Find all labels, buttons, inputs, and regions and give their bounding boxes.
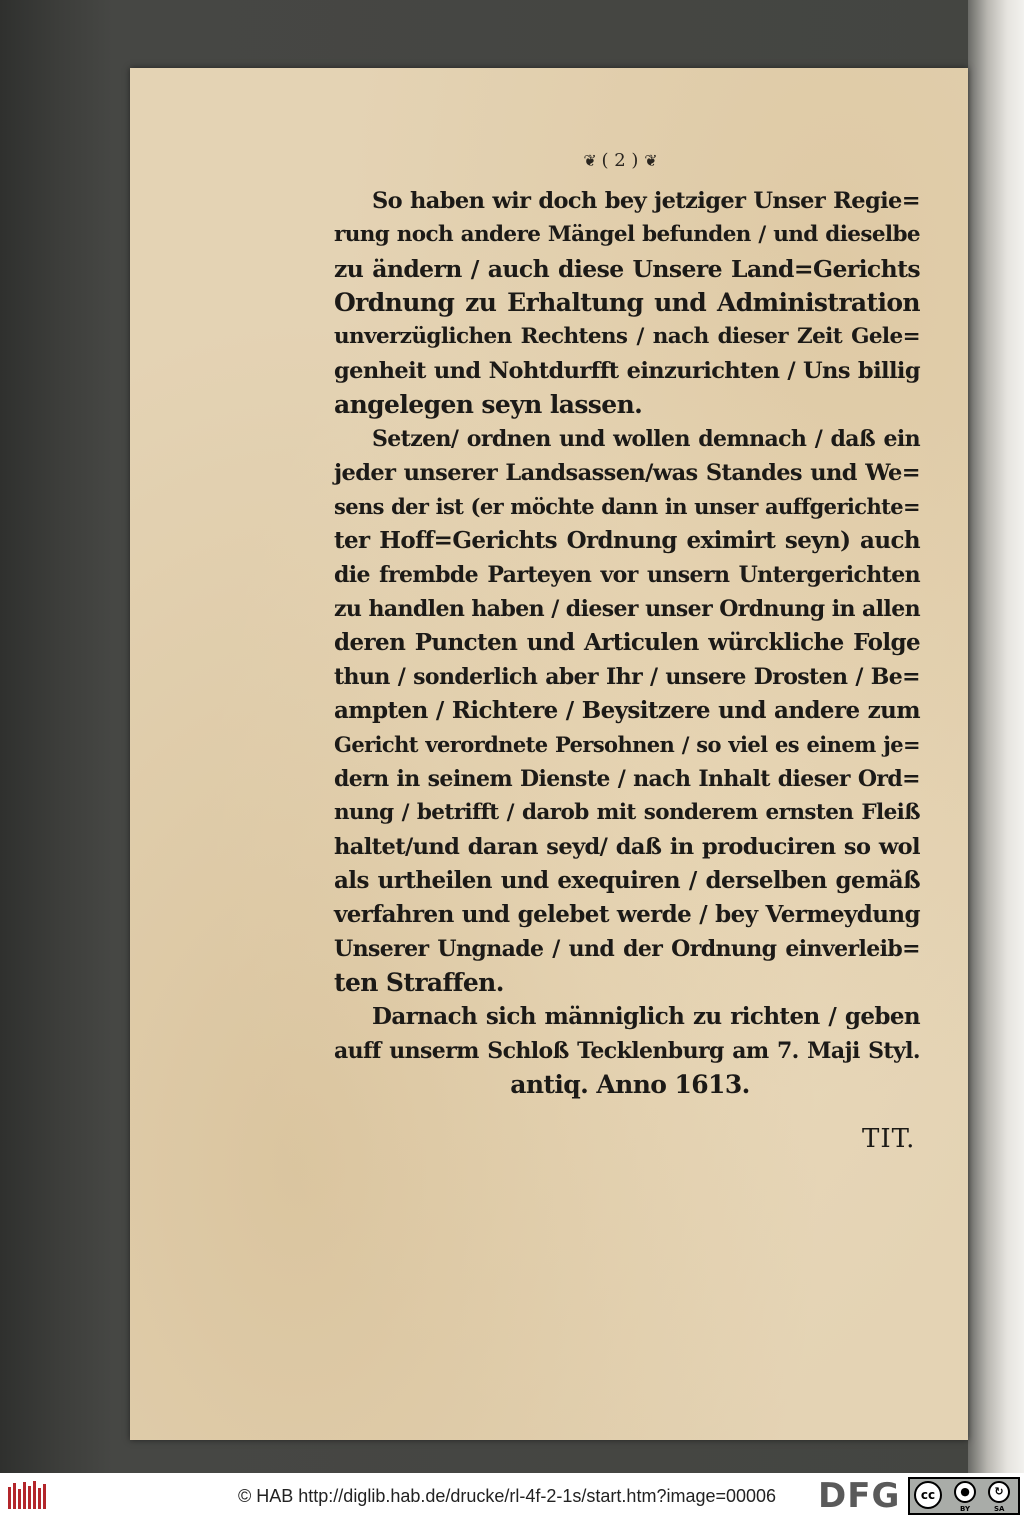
footer-bar bbox=[0, 1473, 1024, 1518]
text-line: zu handlen haben / dieser unser Ordnung in allen bbox=[334, 596, 920, 622]
hab-logo-icon bbox=[6, 1479, 50, 1512]
catchword: TIT. bbox=[862, 1124, 916, 1154]
adjacent-page-edge bbox=[968, 0, 1024, 1473]
by-label: BY bbox=[960, 1505, 971, 1513]
text-line: haltet/und daran seyd/ daß in produciren so wol bbox=[334, 834, 920, 860]
text-line: thun / sonderlich aber Ihr / unsere Drosten / Be= bbox=[334, 664, 920, 690]
text-line: Ordnung zu Erhaltung und Administration bbox=[334, 288, 920, 317]
text-line: ampten / Richtere / Beysitzere und andere zum bbox=[334, 697, 920, 724]
text-line: verfahren und gelebet werde / bey Vermeydung bbox=[334, 901, 920, 928]
sa-share-icon: ↻ bbox=[988, 1481, 1010, 1503]
dfg-logo: DFG bbox=[818, 1476, 901, 1516]
text-line: Setzen/ ordnen und wollen demnach / daß ein bbox=[372, 426, 920, 452]
sa-label: SA bbox=[994, 1505, 1005, 1513]
text-line: antiq. Anno 1613. bbox=[510, 1070, 750, 1099]
text-line: Darnach sich männiglich zu richten / geben bbox=[372, 1003, 920, 1030]
text-line: ten Straffen. bbox=[334, 968, 504, 997]
text-line: die frembde Parteyen vor unsern Untergerichten bbox=[334, 562, 920, 588]
text-line: angelegen seyn lassen. bbox=[334, 390, 643, 419]
cc-license-badge[interactable] bbox=[908, 1477, 1020, 1515]
text-line: deren Puncten und Articulen würckliche Folge bbox=[334, 629, 920, 656]
text-line: rung noch andere Mängel befunden / und dieselbe bbox=[334, 222, 920, 247]
text-line: unverzüglichen Rechtens / nach dieser Zeit Gele= bbox=[334, 324, 920, 349]
citation-link[interactable]: © HAB http://diglib.hab.de/drucke/rl-4f-2-1s/start.htm?image=00006 bbox=[238, 1486, 777, 1506]
text-line: genheit und Nohtdurfft einzurichten / Uns billig bbox=[334, 358, 920, 384]
text-line: Gericht verordnete Persohnen / so viel es einem je= bbox=[334, 732, 920, 757]
text-line: als urtheilen und exequiren / derselben gemäß bbox=[334, 867, 920, 894]
by-person-icon: ● bbox=[954, 1481, 976, 1503]
text-line: dern in seinem Dienste / nach Inhalt dieser Ord= bbox=[334, 766, 920, 792]
text-line: jeder unserer Landsassen/was Standes und We= bbox=[334, 460, 920, 486]
text-line: auff unserm Schloß Tecklenburg am 7. Maji Styl. bbox=[334, 1038, 920, 1064]
text-line: ter Hoff=Gerichts Ordnung eximirt seyn) auch bbox=[334, 527, 920, 554]
page-number: ( 2 ) bbox=[601, 150, 639, 171]
text-line: nung / betrifft / darob mit sonderem ernsten Fleiß bbox=[334, 800, 920, 825]
cc-icon: cc bbox=[914, 1481, 942, 1509]
right-fleuron-icon: ❦ bbox=[644, 151, 657, 170]
left-fleuron-icon: ❦ bbox=[583, 151, 596, 170]
page-number-header bbox=[560, 150, 680, 178]
text-line: Unserer Ungnade / und der Ordnung einverleib= bbox=[334, 936, 920, 962]
text-line: So haben wir doch bey jetziger Unser Regie= bbox=[372, 188, 920, 214]
text-line: zu ändern / auch diese Unsere Land=Gerichts bbox=[334, 255, 920, 283]
text-line: sens der ist (er möchte dann in unser auffgerichte= bbox=[334, 494, 920, 519]
